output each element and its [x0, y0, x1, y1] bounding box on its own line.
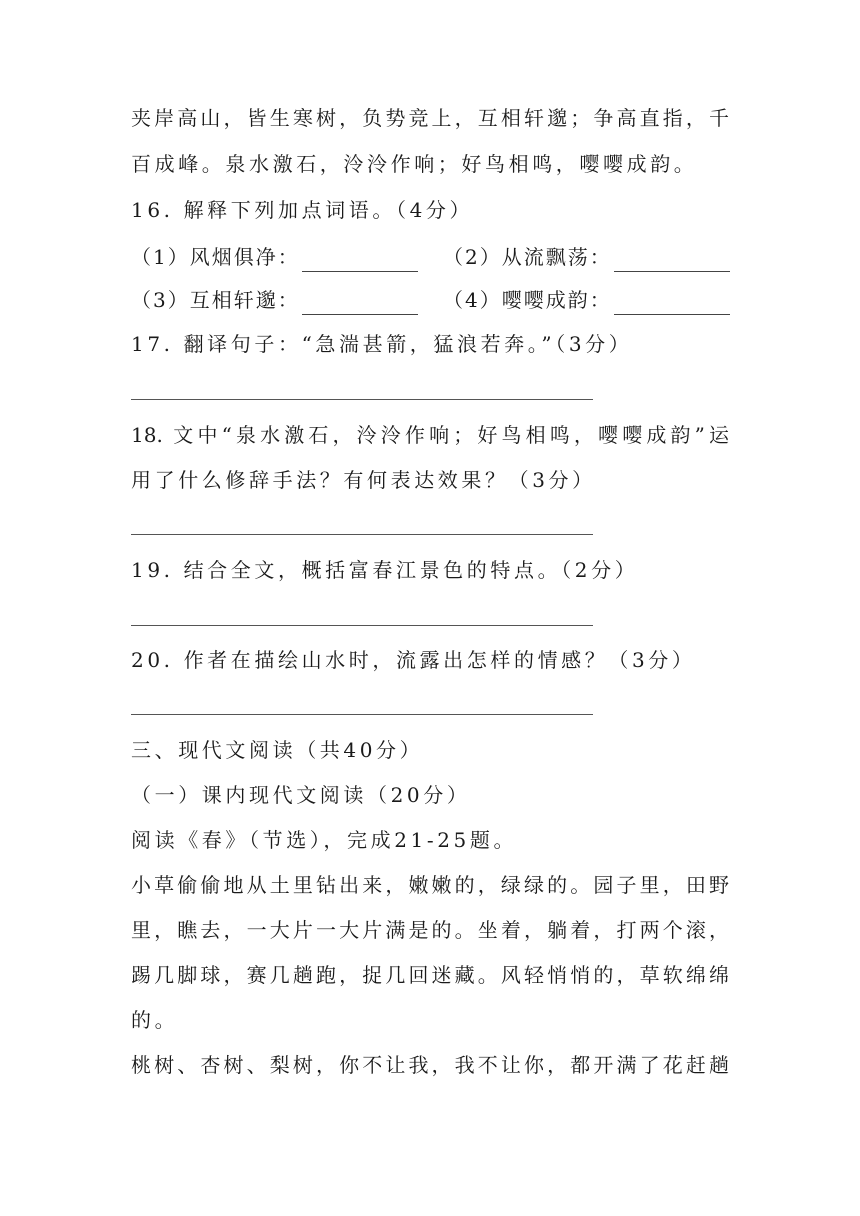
reading-instruction: 阅读《春》（节选），完成21-25题。 [131, 828, 518, 852]
question-17-title: 17. 翻译句子：“急湍甚箭，猛浪若奔。”（3分） [131, 332, 633, 356]
subsection-heading: （一）课内现代文阅读（20分） [131, 783, 471, 807]
q17-answer-line[interactable] [131, 399, 593, 400]
q16-item-3-label: （3）互相轩邈： [131, 288, 300, 312]
reading-paragraph-line: 小草偷偷地从土里钻出来，嫩嫩的，绿绿的。园子里，田野 [131, 873, 729, 897]
passage-line: 夹岸高山，皆生寒树，负势竞上，互相轩邈；争高直指，千 [131, 106, 729, 130]
q16-item-1-label: （1）风烟俱净： [131, 245, 300, 269]
reading-paragraph-line: 踢几脚球，赛几趟跑，捉几回迷藏。风轻悄悄的，草软绵绵 [131, 963, 729, 987]
question-16-title: 16. 解释下列加点词语。（4分） [131, 198, 474, 222]
q16-item-2-blank[interactable] [614, 247, 730, 272]
passage-line: 百成峰。泉水激石，泠泠作响；好鸟相鸣，嘤嘤成韵。 [131, 152, 698, 176]
q16-item-4-label: （4）嘤嘤成韵： [443, 288, 612, 312]
question-20-title: 20. 作者在描绘山水时，流露出怎样的情感？（3分） [131, 648, 696, 672]
q18-answer-line[interactable] [131, 534, 593, 535]
q20-answer-line[interactable] [131, 714, 593, 715]
q16-item-2 [443, 242, 730, 272]
question-19-title: 19. 结合全文，概括富春江景色的特点。（2分） [131, 558, 639, 582]
section-heading: 三、现代文阅读（共40分） [131, 738, 424, 762]
q16-item-3 [131, 285, 418, 315]
q16-item-4-blank[interactable] [614, 290, 730, 315]
reading-paragraph-line: 里，瞧去，一大片一大片满是的。坐着，躺着，打两个滚， [131, 918, 729, 942]
reading-paragraph-line: 的。 [131, 1008, 179, 1032]
question-18-line-2: 用了什么修辞手法？有何表达效果？（3分） [131, 468, 596, 492]
reading-paragraph-line: 桃树、杏树、梨树，你不让我，我不让你，都开满了花赶趟 [131, 1053, 729, 1077]
q19-answer-line[interactable] [131, 625, 593, 626]
question-16-row-1 [131, 242, 731, 272]
q16-item-1 [131, 242, 418, 272]
q16-item-1-blank[interactable] [302, 247, 418, 272]
q16-item-3-blank[interactable] [302, 290, 418, 315]
question-18-line-1: 18. 文中“泉水激石，泠泠作响；好鸟相鸣，嘤嘤成韵”运 [131, 423, 729, 447]
question-16-row-2 [131, 285, 731, 315]
q16-item-4 [443, 285, 730, 315]
q16-item-2-label: （2）从流飘荡： [443, 245, 612, 269]
